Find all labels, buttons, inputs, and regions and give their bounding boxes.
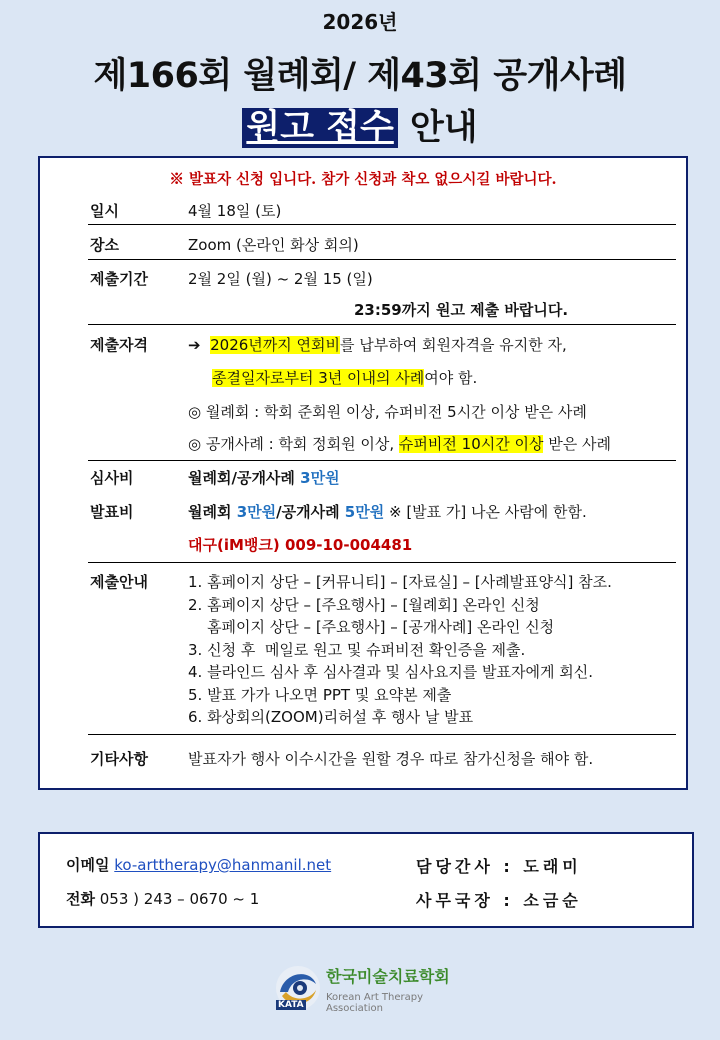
email-label: 이메일: [66, 856, 110, 874]
email-row: [66, 854, 331, 875]
manager-text: 담당간사 : 도래미: [416, 857, 582, 876]
association-logo: [272, 960, 462, 1016]
qualification-text: 받은 사례: [543, 435, 611, 453]
page-title: 제166회 월례회/ 제43회 공개사례: [93, 56, 627, 96]
guide-list: [188, 571, 612, 729]
logo-name-kr: 한국미술치료학회: [326, 967, 450, 986]
guide-label: 제출안내: [90, 573, 148, 591]
highlight-text: 2026년까지 연회비: [210, 336, 341, 354]
divider: [88, 460, 676, 461]
highlight-text: 종결일자로부터 3년 이내의 사례: [212, 369, 425, 387]
divider: [88, 224, 676, 225]
divider: [88, 259, 676, 260]
bank-account: 대구(iM뱅크) 009-10-004481: [188, 536, 413, 554]
logo-name-en: Korean Art Therapy Association: [326, 992, 424, 1014]
announcement-box: [38, 156, 688, 790]
qualification-line-2: [212, 367, 477, 388]
divider: [88, 324, 676, 325]
logo-abbr: KATA: [278, 1000, 304, 1010]
highlight-text: 슈퍼비전 10시간 이상: [398, 435, 544, 453]
guide-item: 홈페이지 상단 – [주요행사] – [공개사례] 온라인 신청: [188, 618, 555, 636]
period-note: 23:59까지 원고 제출 바랍니다.: [354, 301, 569, 319]
phone-number: 053 ) 243 – 0670 ~ 1: [99, 890, 260, 908]
qualification-line-4: [188, 433, 611, 454]
present-fee-value: [188, 501, 587, 522]
divider: [88, 734, 676, 735]
qualification-line-1: [188, 334, 567, 355]
qualification-text: ◎ 공개사례 : 학회 정회원 이상,: [188, 435, 399, 453]
qualification-label: 제출자격: [90, 336, 148, 354]
review-fee-value: [188, 467, 340, 488]
etc-label: 기타사항: [90, 750, 148, 768]
etc-text: 발표자가 행사 이수시간을 원할 경우 따로 참가신청을 해야 함.: [188, 750, 594, 768]
title-suffix: 안내: [410, 108, 478, 148]
year-heading: 2026년: [322, 10, 398, 34]
fee-text: 월례회/공개사례: [188, 469, 301, 487]
date-value: 4월 18일 (토): [188, 202, 282, 220]
period-value: 2월 2일 (월) ~ 2월 15 (일): [188, 270, 373, 288]
arrow-icon: ➔: [188, 336, 201, 354]
guide-item: 3. 신청 후 메일로 원고 및 슈퍼비전 확인증을 제출.: [188, 640, 526, 659]
title-highlight: 원고 접수: [242, 108, 397, 148]
page-subtitle: [0, 100, 720, 150]
qualification-text: 를 납부하여 회원자격을 유지한 자,: [340, 336, 567, 354]
divider: [88, 562, 676, 563]
fee-text: /공개사례: [276, 503, 345, 521]
guide-item: 6. 화상회의(ZOOM)리허설 후 행사 날 발표: [188, 708, 474, 726]
fee-text: 월례회: [188, 503, 237, 521]
place-value: Zoom (온라인 화상 회의): [188, 236, 359, 254]
guide-item: 1. 홈페이지 상단 – [커뮤니티] – [자료실] – [사례발표양식] 참조.: [188, 573, 612, 591]
review-fee-label: 심사비: [90, 469, 134, 487]
fee-note: ※ [발표 가] 나온 사람에 한함.: [384, 503, 587, 521]
fee-amount: 3만원: [236, 503, 277, 521]
phone-row: [66, 888, 259, 909]
place-label: 장소: [90, 236, 119, 254]
guide-item: 5. 발표 가가 나오면 PPT 및 요약본 제출: [188, 685, 452, 704]
fee-amount: 5만원: [344, 503, 385, 521]
notice-text: ※ 발표자 신청 입니다. 참가 신청과 착오 없으시길 바랍니다.: [169, 171, 557, 188]
email-link[interactable]: ko-arttherapy@hanmanil.net: [114, 856, 332, 874]
period-label: 제출기간: [90, 270, 148, 288]
date-label: 일시: [90, 202, 119, 220]
secretary-text: 사무국장 : 소금순: [416, 891, 582, 910]
fee-amount: 3만원: [300, 469, 340, 487]
guide-item: 2. 홈페이지 상단 – [주요행사] – [월례회] 온라인 신청: [188, 595, 540, 614]
present-fee-label: 발표비: [90, 503, 134, 521]
qualification-text: 여야 함.: [424, 369, 478, 387]
guide-item: 4. 블라인드 심사 후 심사결과 및 심사요지를 발표자에게 회신.: [188, 663, 593, 681]
phone-label: 전화: [66, 890, 95, 908]
qualification-line-3: ◎ 월례회 : 학회 준회원 이상, 슈퍼비전 5시간 이상 받은 사례: [188, 403, 587, 421]
contact-box: [38, 832, 694, 928]
